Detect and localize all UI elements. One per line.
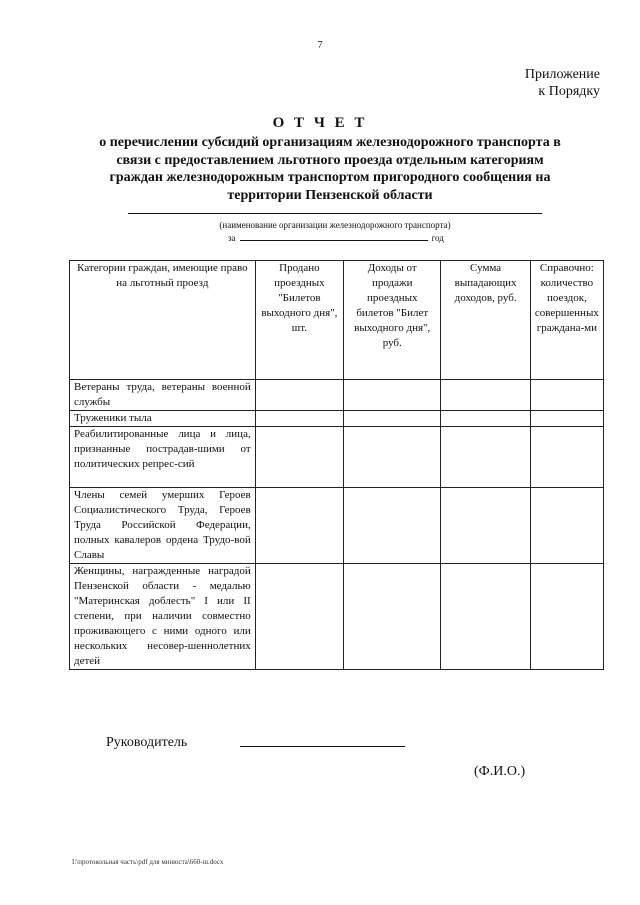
header-trips-count: Справочно: количество поездок, совершенных граждана-ми [530,261,603,380]
signature-fio: (Ф.И.О.) [474,764,526,779]
cell-empty [530,427,603,488]
cell-empty [530,380,603,411]
cell-empty [441,411,530,427]
report-subtitle: о перечислении субсидий организациям железнодорожного транспорта в связи с предоставлением льготного проезда отдельным категориям граждан железнодорожным транспортом пригородного сообщения на территории Пензенской области [99,135,561,203]
cell-empty [255,380,343,411]
page-number: 7 [317,40,323,51]
organization-name-line [128,213,542,214]
table-row [70,488,604,564]
cell-empty [530,488,603,564]
footer-file-path: I:\протокольная часть\pdf для минюста\660-ш.docx [72,858,224,866]
cell-empty [344,427,441,488]
cell-empty [344,488,441,564]
period-blank-line [240,232,428,241]
cell-empty [441,564,530,670]
report-table [69,260,604,670]
cell-empty [255,488,343,564]
cell-empty [344,380,441,411]
cell-empty [441,488,530,564]
row-category-label: Труженики тыла [70,411,256,427]
table-row [70,411,604,427]
row-category-label: Реабилитированные лица и лица, признанные пострадав-шими от политических репрес-сий [70,427,256,488]
report-period [228,232,444,243]
cell-empty [344,564,441,670]
row-category-label: Члены семей умерших Героев Социалистического Труда, Героев Труда Российской Федерации, полных кавалеров ордена Трудо-вой Славы [70,488,256,564]
cell-empty [530,564,603,670]
table-header-row [70,261,604,380]
cell-empty [255,564,343,670]
appendix-line-2: к Порядку [538,84,600,99]
cell-empty [530,411,603,427]
header-category: Категории граждан, имеющие право на льготный проезд [70,261,256,380]
table-row [70,564,604,670]
signature-line [240,746,405,747]
signature-label: Руководитель [106,735,188,750]
cell-empty [344,411,441,427]
cell-empty [441,427,530,488]
table-row [70,427,604,488]
period-suffix: год [431,233,444,243]
row-category-label: Ветераны труда, ветераны военной службы [70,380,256,411]
cell-empty [255,411,343,427]
appendix-line-1: Приложение [524,67,600,82]
row-category-label: Женщины, награжденные наградой Пензенской области - медалью "Материнская доблесть" I или II степени, при наличии совместно проживающего с ними одного или нескольких несовер-шеннолетних детей [70,564,256,670]
period-prefix: за [228,233,236,243]
header-tickets-sold: Продано проездных "Билетов выходного дня", шт. [255,261,343,380]
header-lost-revenue: Сумма выпадающих доходов, руб. [441,261,530,380]
report-title: О Т Ч Е Т [272,115,368,131]
appendix-note [430,66,600,100]
cell-empty [441,380,530,411]
table-row [70,380,604,411]
organization-caption: (наименование организации железнодорожного транспорта) [219,220,451,230]
cell-empty [255,427,343,488]
header-ticket-revenue: Доходы от продажи проездных билетов "Билет выходного дня", руб. [344,261,441,380]
